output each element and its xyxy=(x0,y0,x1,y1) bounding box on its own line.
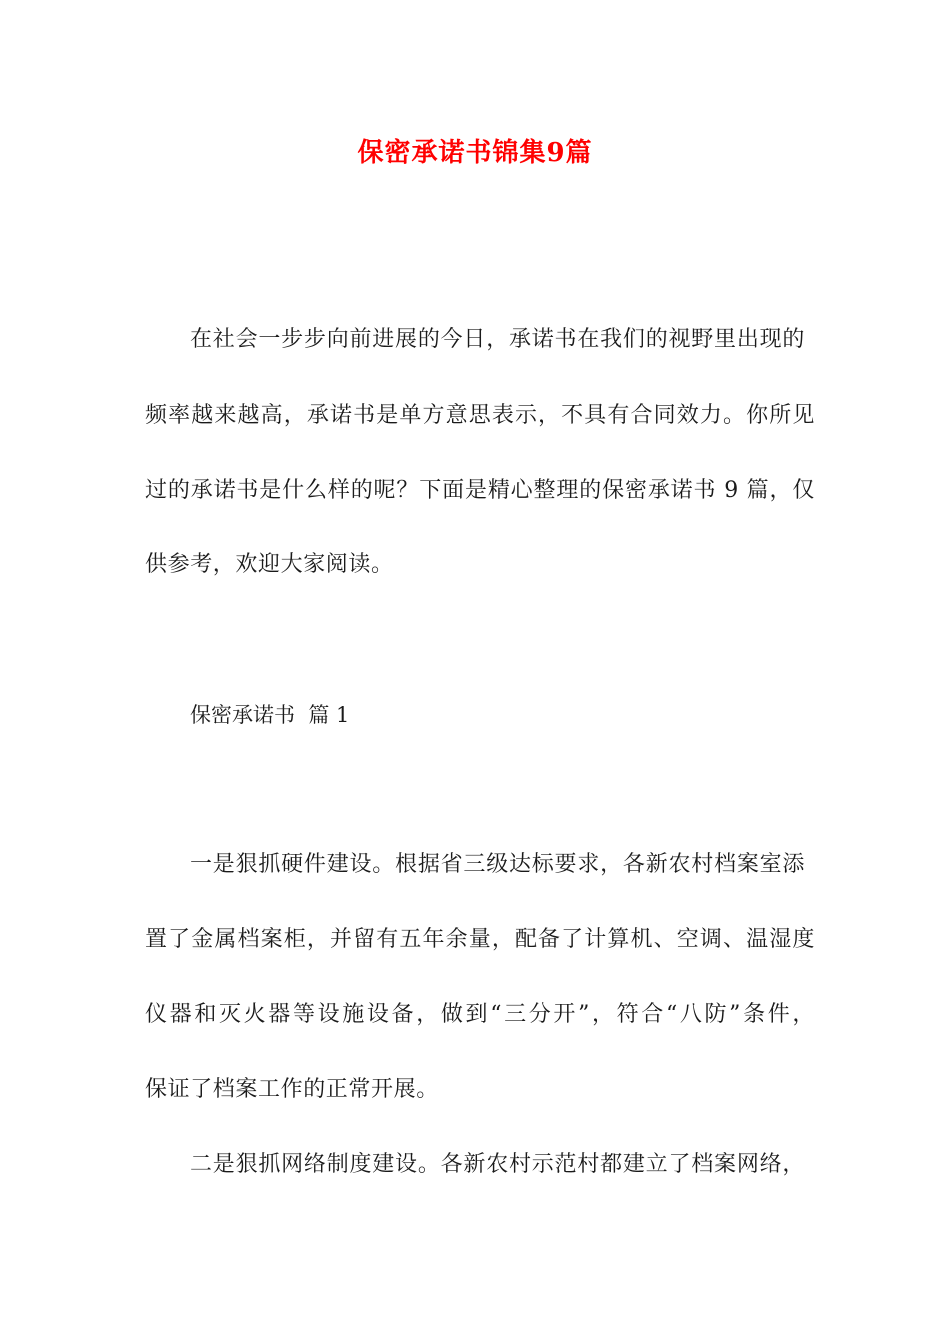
intro-line-2: 频率越来越高，承诺书是单方意思表示，不具有合同效力。你所见 xyxy=(145,403,815,428)
body-line-4: 保证了档案工作的正常开展。 xyxy=(145,1077,439,1102)
document-title: 保密承诺书锦集9篇 xyxy=(357,138,593,168)
body-line-1: 一是狠抓硬件建设。根据省三级达标要求，各新农村档案室添 xyxy=(190,852,805,877)
body-line-3: 仪器和灭火器等设施设备，做到“三分开”，符合“八防”条件， xyxy=(145,1002,815,1027)
intro-line-1: 在社会一步步向前进展的今日，承诺书在我们的视野里出现的 xyxy=(190,327,805,352)
intro-line-3: 过的承诺书是什么样的呢？下面是精心整理的保密承诺书 9 篇，仅 xyxy=(145,478,815,503)
body-line-2: 置了金属档案柜，并留有五年余量，配备了计算机、空调、温湿度 xyxy=(145,927,815,952)
intro-line-4: 供参考，欢迎大家阅读。 xyxy=(145,552,394,577)
body-line-5: 二是狠抓网络制度建设。各新农村示范村都建立了档案网络， xyxy=(190,1152,805,1177)
section-heading: 保密承诺书 篇 1 xyxy=(190,703,350,727)
